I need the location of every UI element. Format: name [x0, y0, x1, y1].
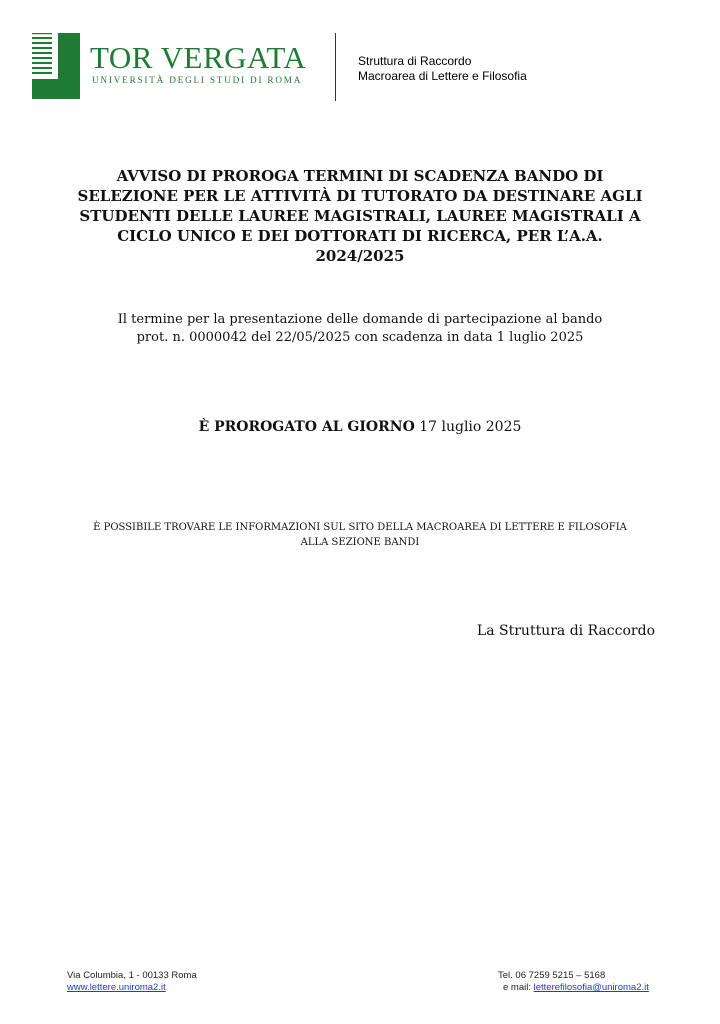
department-line-1: Struttura di Raccordo	[358, 54, 472, 68]
notice-title	[50, 166, 670, 266]
footer-phone: Tel. 06 7259 5215 – 5168	[498, 970, 606, 981]
extension-label: È PROROGATO AL GIORNO	[198, 419, 415, 435]
title-line: SELEZIONE PER LE ATTIVITÀ DI TUTORATO DA DESTINARE AGLI	[77, 187, 643, 205]
footer-address-block	[67, 970, 197, 994]
university-subtitle: UNIVERSITÀ DEGLI STUDI DI ROMA	[92, 75, 303, 85]
footer-email-line	[498, 982, 649, 994]
title-line: 2024/2025	[315, 247, 405, 265]
website-link[interactable]: www.lettere.uniroma2.it	[67, 982, 166, 993]
university-name: TOR VERGATA	[90, 40, 307, 75]
email-label: e mail:	[503, 982, 531, 993]
title-line: CICLO UNICO E DEI DOTTORATI DI RICERCA, PER L’A.A.	[117, 227, 603, 245]
term-line: prot. n. 0000042 del 22/05/2025 con scadenza in data 1 luglio 2025	[136, 330, 584, 345]
university-logo-icon	[32, 33, 80, 99]
info-line: ALLA SEZIONE BANDI	[300, 537, 420, 548]
extension-date: 17 luglio 2025	[419, 419, 522, 435]
footer-address: Via Columbia, 1 - 00133 Roma	[67, 970, 197, 981]
footer-contact-block	[498, 970, 649, 994]
title-line: STUDENTI DELLE LAUREE MAGISTRALI, LAUREE MAGISTRALI A	[79, 207, 641, 225]
header-divider	[335, 33, 336, 101]
info-line: È POSSIBILE TROVARE LE INFORMAZIONI SUL SITO DELLA MACROAREA DI LETTERE E FILOSOFIA	[93, 522, 627, 533]
term-paragraph	[50, 311, 670, 347]
term-line: Il termine per la presentazione delle domande di partecipazione al bando	[117, 312, 603, 327]
department-line-2: Macroarea di Lettere e Filosofia	[358, 69, 527, 83]
extension-statement	[50, 418, 670, 436]
signature: La Struttura di Raccordo	[476, 623, 655, 639]
title-line: AVVISO DI PROROGA TERMINI DI SCADENZA BANDO DI	[116, 167, 604, 185]
info-paragraph	[50, 520, 670, 550]
email-link[interactable]: letterefilosofia@uniroma2.it	[533, 982, 649, 993]
department-heading	[358, 54, 527, 84]
